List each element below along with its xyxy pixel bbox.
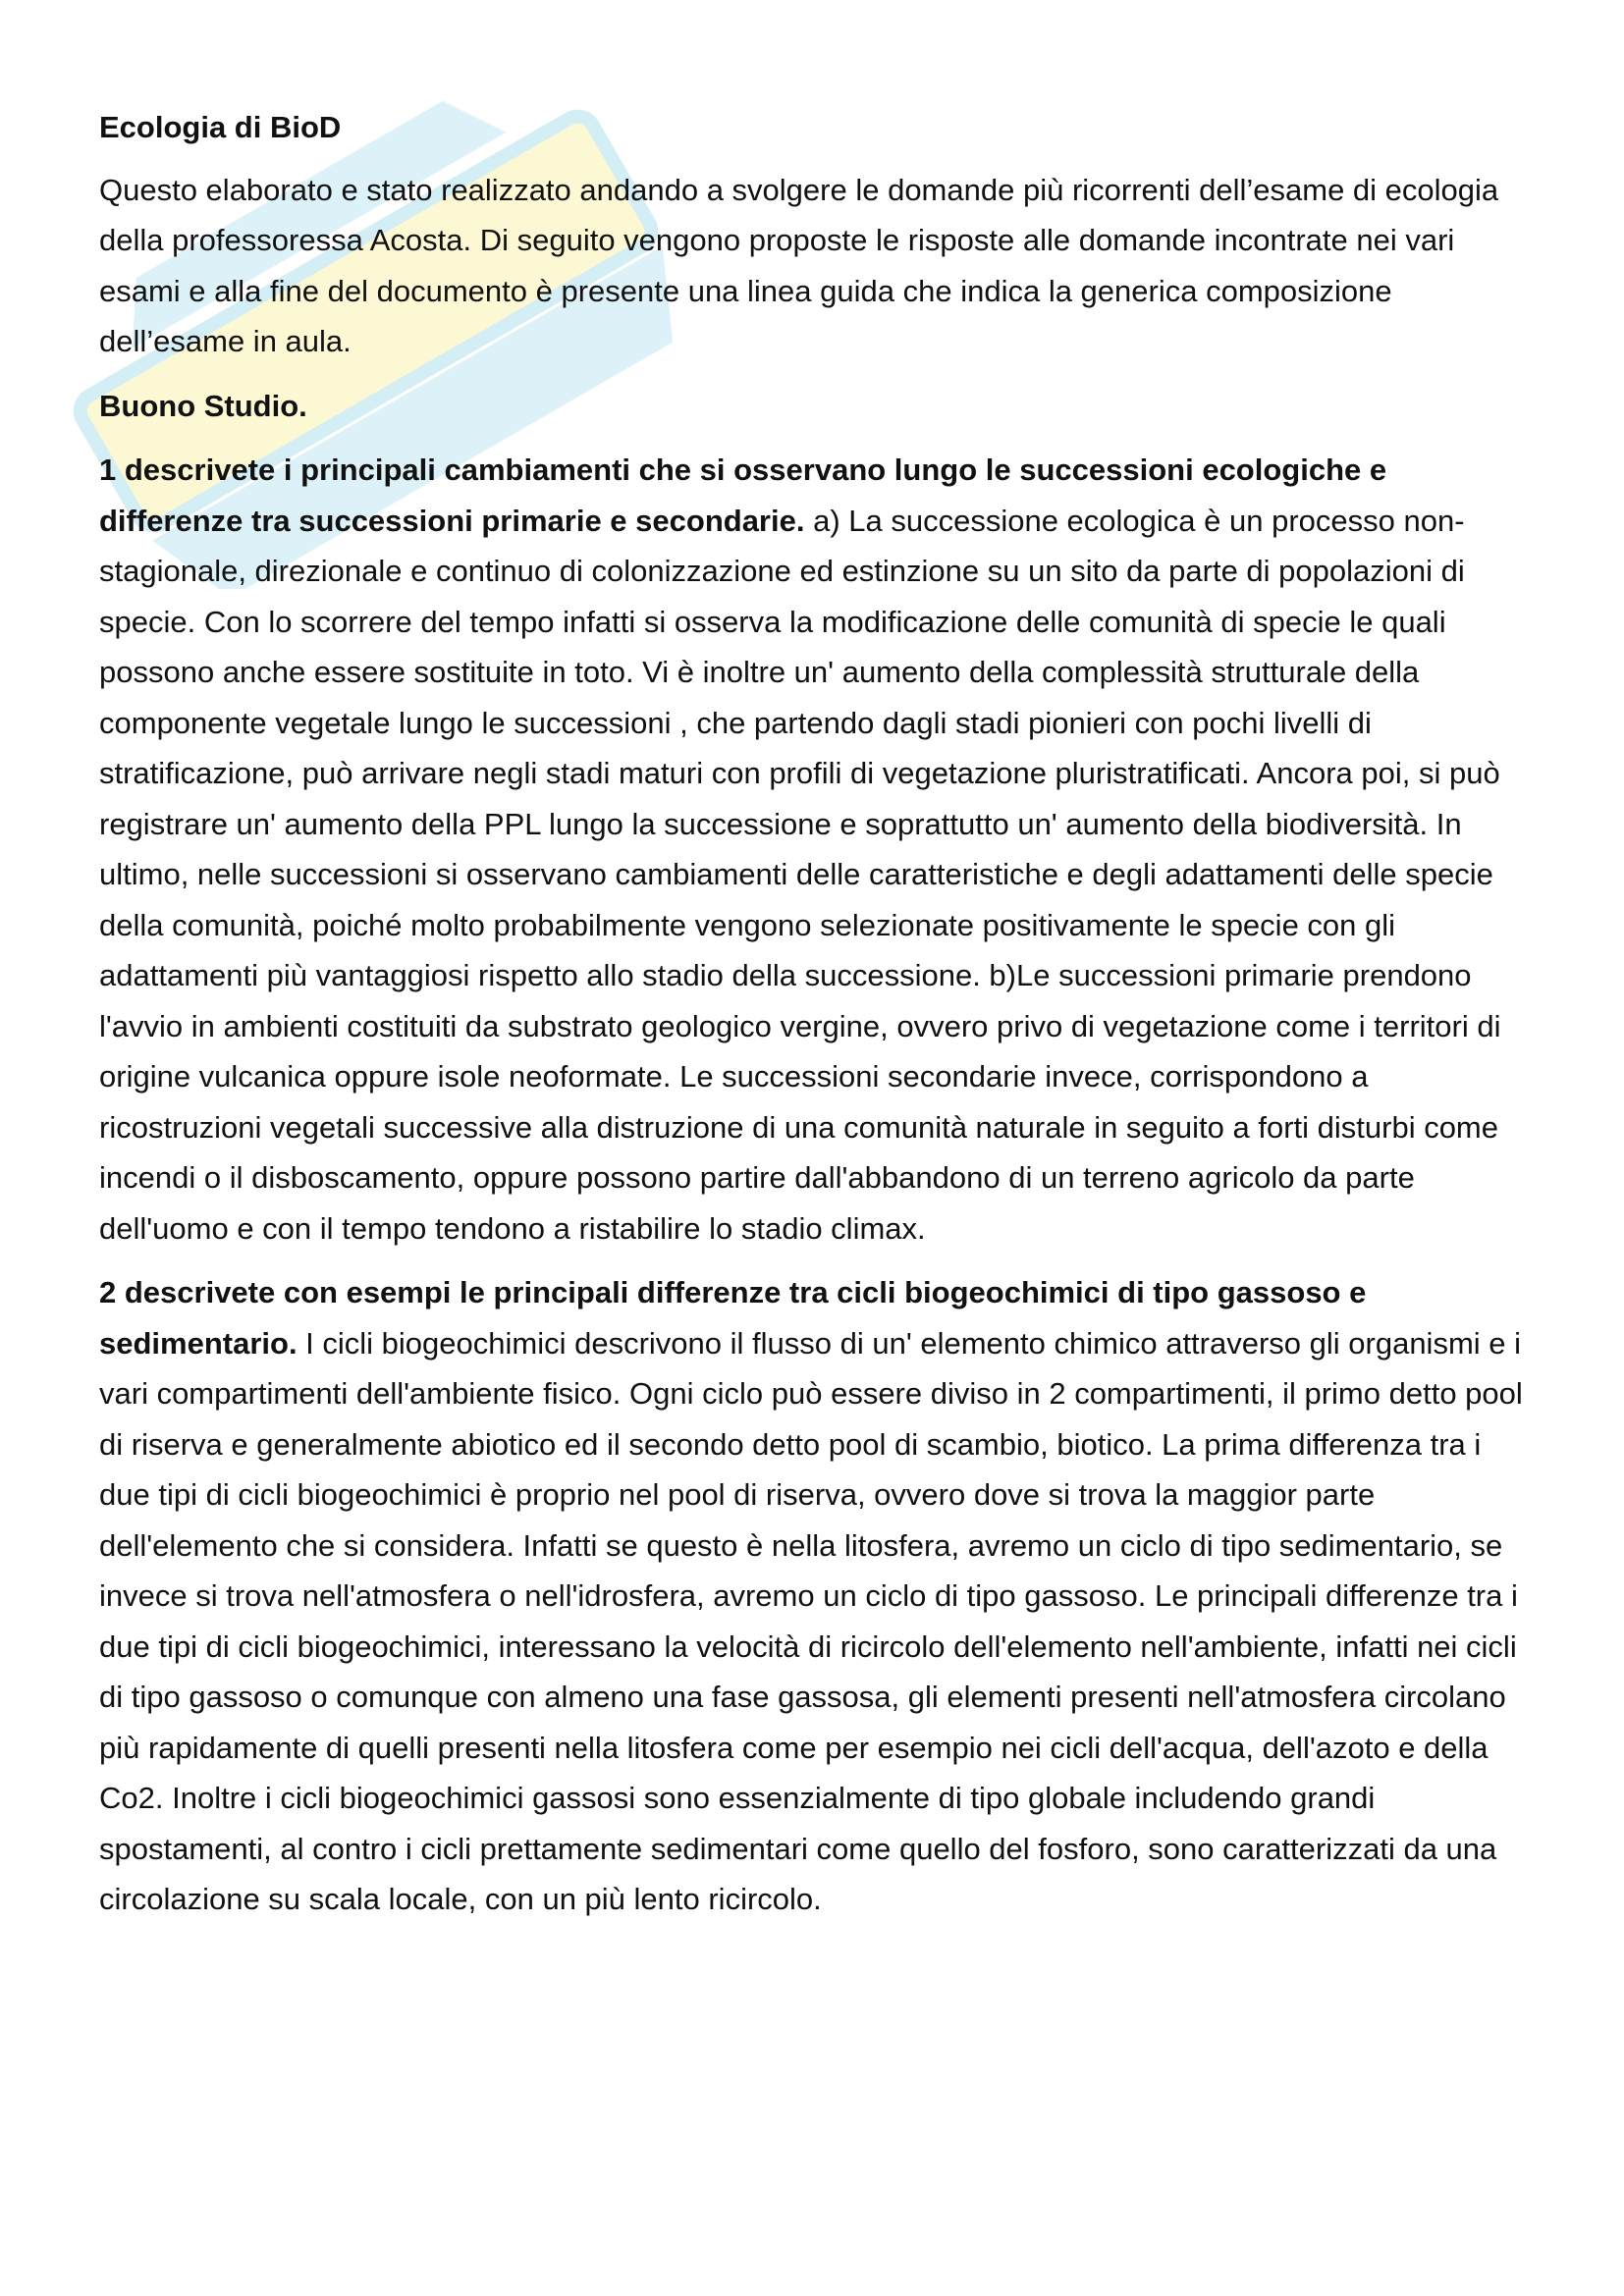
question-1-answer: a) La successione ecologica è un processo non-stagionale, direzionale e continuo di colonizzazione ed estinzione su un sito da parte di popolazioni di specie. Con lo scorrere del tempo infatti si osserva la modificazione delle comunità di specie le quali possono anche essere sostituite in toto. Vi è inoltre un' aumento della complessità strutturale della componente vegetale lungo le successioni , che partendo dagli stadi pionieri con pochi livelli di stratificazione, può arrivare negli stadi maturi con profili di vegetazione pluristratificati. Ancora poi, si può registrare un' aumento della PPL lungo la successione e soprattutto un' aumento della biodiversità. In ultimo, nelle successioni si osservano cambiamenti delle caratteristiche e degli adattamenti delle specie della comunità, poiché molto probabilmente vengono selezionate positivamente le specie con gli adattamenti più vantaggiosi rispetto allo stadio della successione. b)Le successioni primarie prendono l'avvio in ambienti costituiti da substrato geologico vergine, ovvero privo di vegetazione come i territori di origine vulcanica oppure isole neoformate. Le successioni secondarie invece, corrispondono a ricostruzioni vegetali successive alla distruzione di una comunità naturale in seguito a forti disturbi come incendi o il disboscamento, oppure possono partire dall'abbandono di un terreno agricolo da parte dell'uomo e con il tempo tendono a ristabilire lo stadio climax.	[99, 503, 1501, 1246]
greeting: Buono Studio.	[99, 388, 307, 423]
question-section-1	[99, 445, 1533, 1254]
intro-paragraph: Questo elaborato e stato realizzato andando a svolgere le domande più ricorrenti dell’esame di ecologia della professoressa Acosta. Di seguito vengono proposte le risposte alle domande incontrate nei vari esami e alla fine del documento è presente una linea guida che indica la generica composizione dell’esame in aula.	[99, 172, 1499, 358]
document-title: Ecologia di BioD	[99, 110, 342, 144]
question-section-2	[99, 1267, 1533, 1925]
question-2-answer: I cicli biogeochimici descrivono il flusso di un' elemento chimico attraverso gli organismi e i vari compartimenti dell'ambiente fisico. Ogni ciclo può essere diviso in 2 compartimenti, il primo detto pool di riserva e generalmente abiotico ed il secondo detto pool di scambio, biotico. La prima differenza tra i due tipi di cicli biogeochimici è proprio nel pool di riserva, ovvero dove si trova la maggior parte dell'elemento che si considera. Infatti se questo è nella litosfera, avremo un ciclo di tipo sedimentario, se invece si trova nell'atmosfera o nell'idrosfera, avremo un ciclo di tipo gassoso. Le principali differenze tra i due tipi di cicli biogeochimici, interessano la velocità di ricircolo dell'elemento nell'ambiente, infatti nei cicli di tipo gassoso o comunque con almeno una fase gassosa, gli elementi presenti nell'atmosfera circolano più rapidamente di quelli presenti nella litosfera come per esempio nei cicli dell'acqua, dell'azoto e della Co2. Inoltre i cicli biogeochimici gassosi sono essenzialmente di tipo globale includendo grandi spostamenti, al contro i cicli prettamente sedimentari come quello del fosforo, sono caratterizzati da una circolazione su scala locale, con un più lento ricircolo.	[99, 1325, 1523, 1916]
question-2-heading: 2 descrivete con esempi le principali differenze tra cicli biogeochimici di tipo gassoso e sedimentario.	[99, 1275, 1367, 1361]
document-body	[99, 102, 1533, 1939]
question-1-heading: 1 descrivete i principali cambiamenti che si osservano lungo le successioni ecologiche e differenze tra successioni primarie e secondarie.	[99, 453, 1387, 538]
